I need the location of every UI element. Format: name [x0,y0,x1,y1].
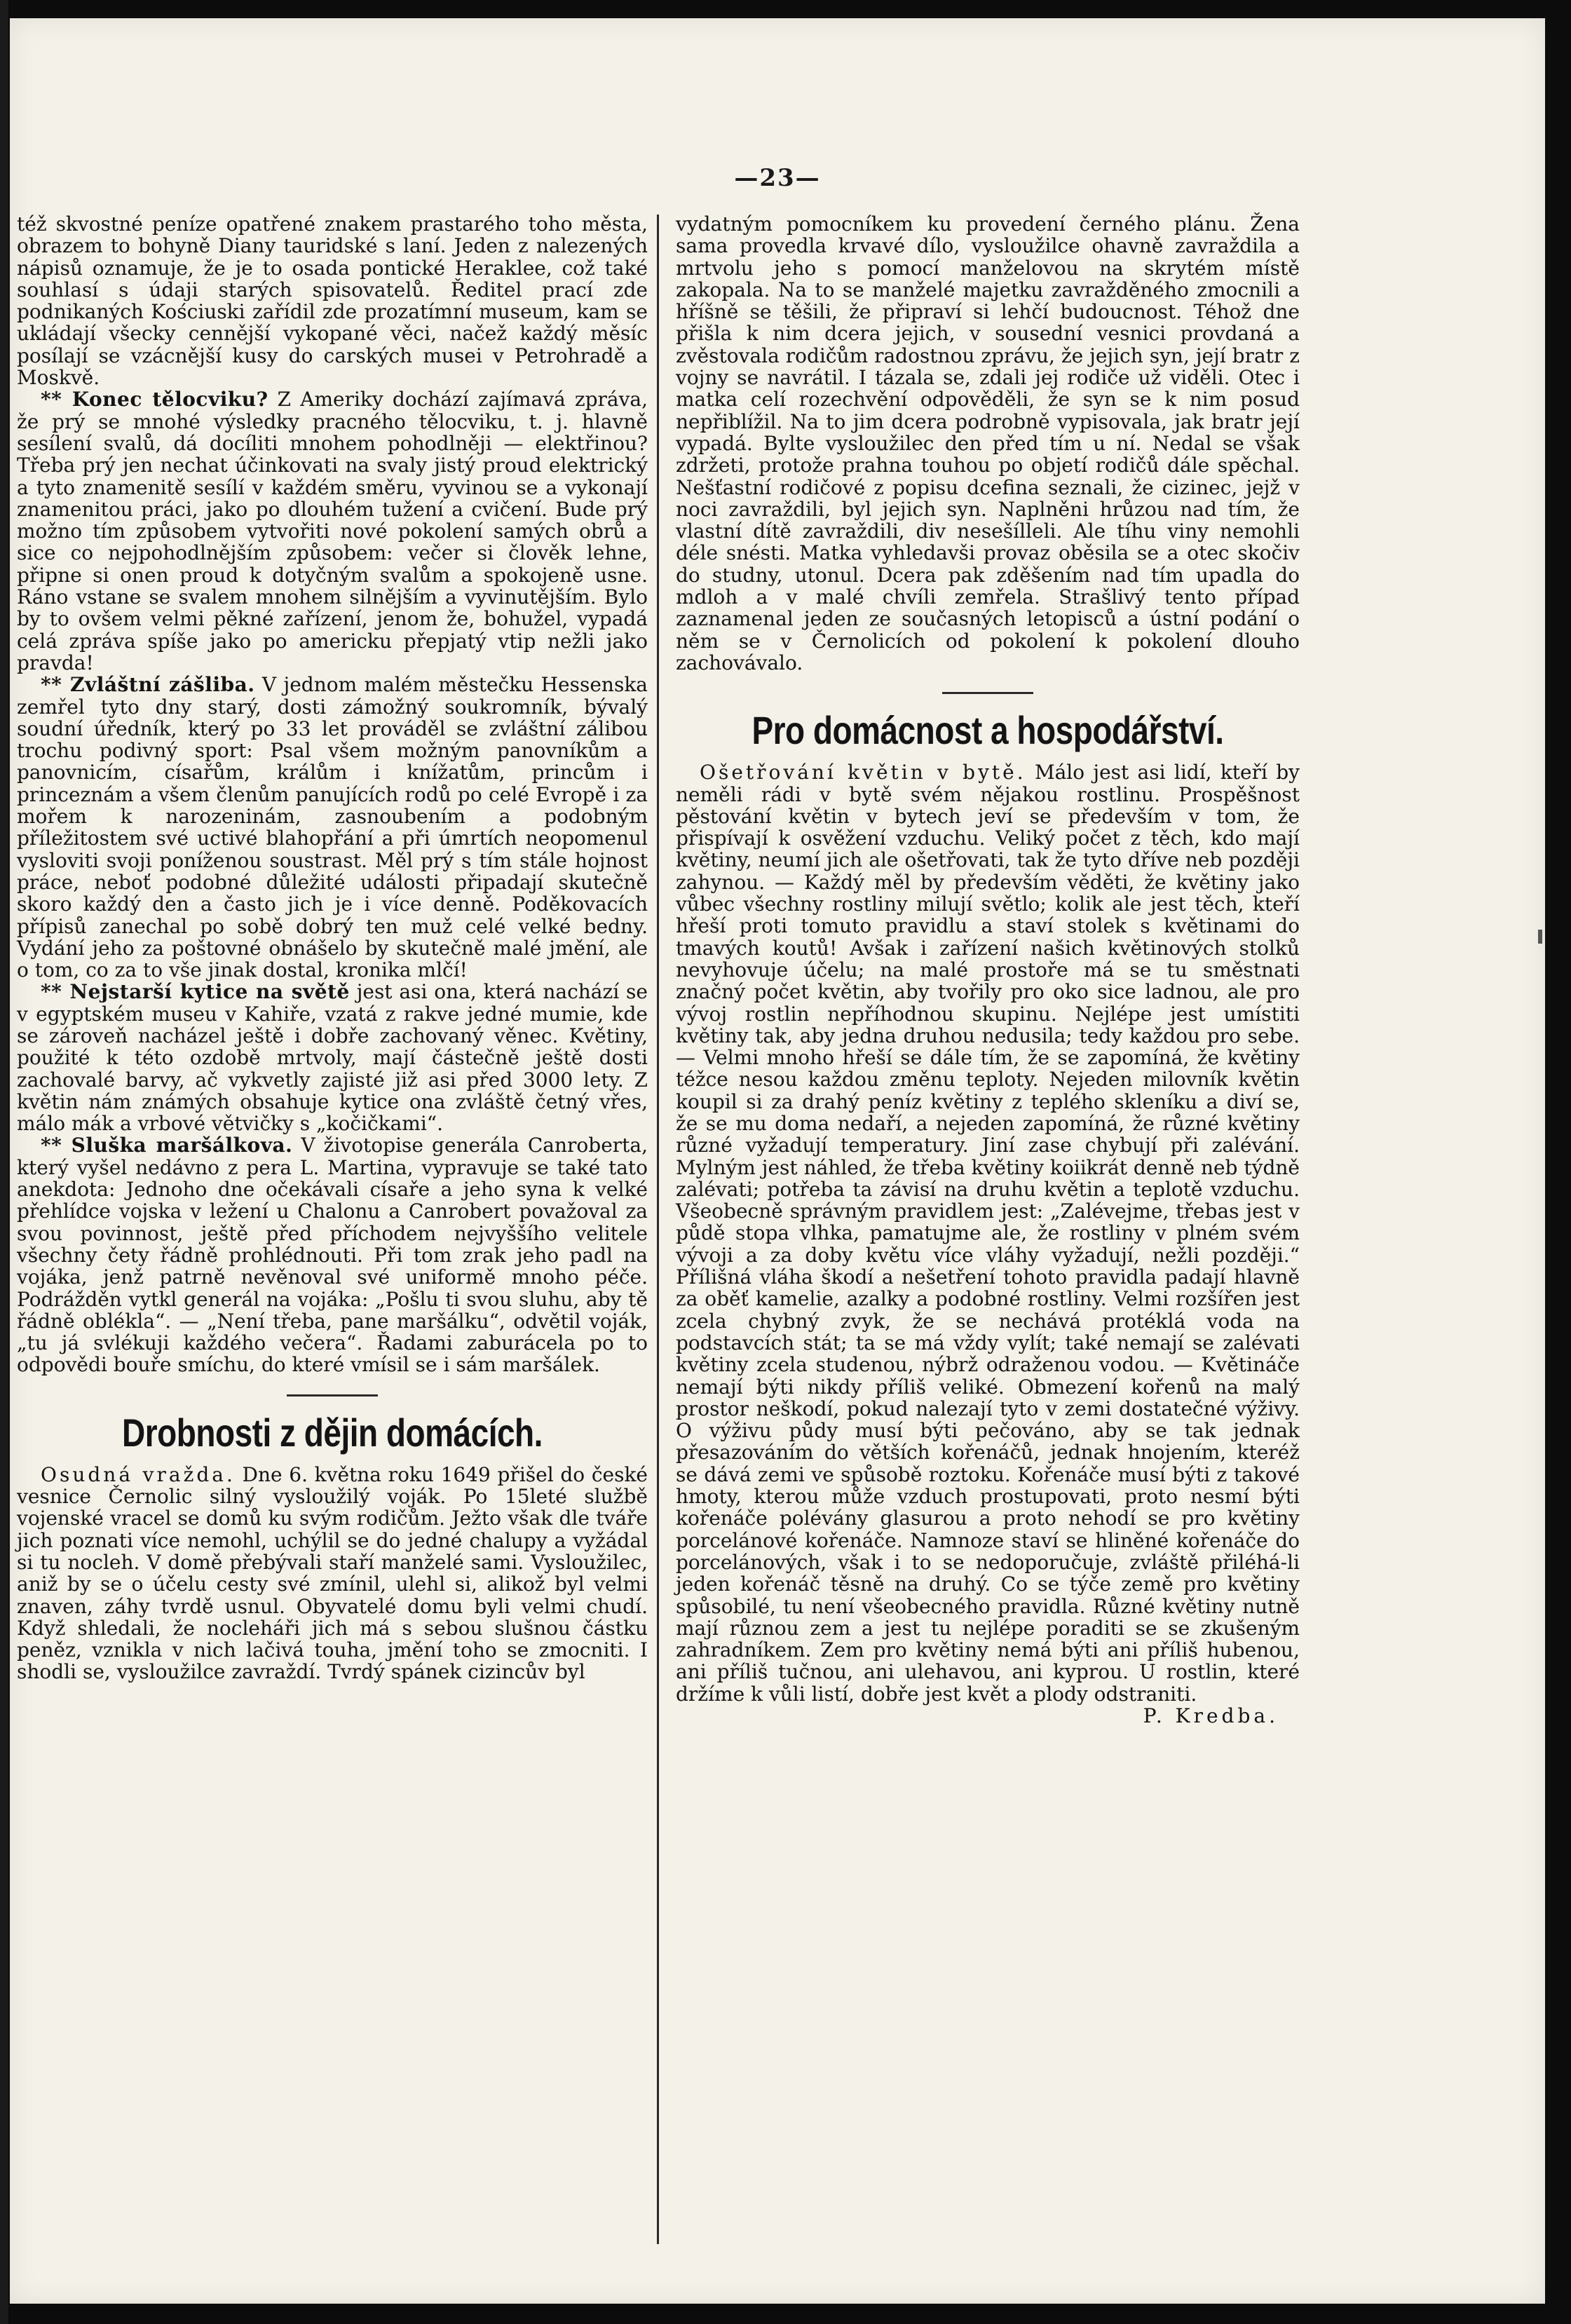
news-item-heading: ** Zvláštní zášliba. [41,673,255,697]
news-item-body: V jednom malém městečku Hessenska zemřel tyto dny starý, dosti zámožný soukromník, bývalý soudní úředník, který po 33 let prováděl se zvláštní zálibou trochu podivný sport: Psal všem možným panovníkům a panovnicím, císařům, králům i knížatům, princům i princeznám a všem členům panujících rodů po celé Evropě i za mořem k narozeninám, zasnoubením a podobným příležitostem své uctivé blahopřání a při úmrtích neopomenul vysloviti svoji poníženou soustrast. Měl prý s tím stále hojnost práce, neboť podobné důležité události připadají skutečně skoro každý den a často jich je i více denně. Poděkovacích přípisů zanechal po sobě dobrý ten muž celé velké bedny. Vydání jeho za poštovné obnášelo by skutečně malé jmění, ale o tom, co za to vše jinak dostal, kronika mlčí! [17,673,648,982]
story-lead: Osudná vražda. [41,1462,236,1486]
section-title-drobnosti: Drobnosti z dějin domácích. [122,1411,543,1455]
section-divider [287,1394,378,1397]
section-divider [942,692,1033,694]
news-item-tělocvik [17,388,648,674]
column-rule [657,215,659,2244]
story-continuation: vydatným pomocníkem ku provedení černého plánu. Žena sama provedla krvavé dílo, vysloužilce ohavně zavraždila a mrtvolu jeho s pomocí manželovou na skrytém místě zakopala. Na to se manželé majetku zavražděného zmocnili a hříšně se těšili, že připraví si lehčí budoucnost. Téhož dne přišla k nim dcera jejich, v sousední vesnici provdaná a zvěstovala rodičům radostnou zprávu, že jejich syn, její bratr z vojny se navrátil. I tázala se, zdali jej rodiče už viděli. Otec i matka celí rozechvění odpověděli, že syn se k nim posud nepřiblížil. Na to jim dcera podrobně vypisovala, jak bratr její vypadá. Bylte vysloužilec den před tím u ní. Nedal se však zdržeti, protože prahna touhou po objetí rodičů dále spěchal. Nešťastní rodičové z popisu dcefina seznali, že cizinec, jejž v noci zavraždili, byl jejich syn. Naplněni hrůzou nad tím, že vlastní dítě zavraždili, div nesešílleli. Ale tíhu viny nemohli déle snésti. Matka vyhledavši provaz oběsila se a otec skočiv do studny, utonul. Dcera pak zděšením nad tím upadla do mdloh a v malé chvíli zemřela. Strašlivý tento případ zaznamenal jeden ze současných letopisců a ústní podání o něm se v Černolicích od pokolení k pokolení dlouho zachovávalo. [676,212,1300,674]
scan-border [0,0,8,2324]
news-item-heading: ** Nejstarší kytice na světě [41,980,350,1004]
author-signature: P. Kredba. [1143,1704,1279,1727]
news-item-záliba [17,674,648,981]
news-item-heading: ** Sluška maršálkova. [41,1134,293,1157]
left-column [10,213,648,1683]
news-item-kytice [17,981,648,1134]
article-body: Málo jest asi lidí, kteří by neměli rádi v bytě svém nějakou rostlinu. Prospěšnost pěstování květin v bytech jeví se především v tom, že přispívají k osvěžení vzduchu. Veliký počet z těch, kdo mají květiny, neumí jich ale ošetřovati, tak že tyto dříve neb později zahynou. — Každý měl by především věděti, že květiny jako vůbec všechny rostliny milují světlo; kolik ale jest těch, kteří hřeší proti tomuto pravidlu a staví stolek s květinami do tmavých koutů! Avšak i zařízení našich květinových stolků nevyhovuje účelu; na malé prostoře má se tu směstnati značný počet květin, aby tvořily pro oko sice ladnou, ale pro vývoj rostlin nepříhodnou skupinu. Nejlépe jest umístiti květiny tak, aby jedna druhou nedusila; tedy každou pro sebe. — Velmi mnoho hřeší se dále tím, že se zapomíná, že květiny téžce nesou každou změnu teploty. Nejeden milovník květin koupil si za drahý peníz květiny z teplého skleníku a diví se, že se mu doma nedaří, a nejeden zapomíná, že různé květiny různé vyžadují temperatury. Jiní zase chybují při zalévání. Mylným jest náhled, že třeba květiny koiikrát denně neb týdně zalévati; potřeba ta závisí na druhu květin a teplotě vzduchu. Všeobecně správným pravidlem jest: „Zalévejme, třebas jest v půdě stopa vlhka, pamatujme ale, že rostliny v plném svém vývoji a za doby květu více vláhy vyžadují, nežli později.“ Přílišná vláha škodí a nešetření tohoto pravidla padají hlavně za oběť kamelie, azalky a podobné rostliny. Velmi rozšířen jest zcela chybný zvyk, že se nechává protéklá voda na podstavcích stát; ta se má vždy vylít; také nemají se zalévati květiny zcela studenou, nýbrž odraženou vodou. — Květináče nemají býti nikdy příliš veliké. Obmezení kořenů na malý prostor neškodí, pokud nalezají tyto v zemi dostatečné výživy. O výživu půdy musí býti pečováno, aby se tak jednak přesazováním do větších kořenáčů, jednak hnojením, kteréž se dává zemi ve spůsobě roztoku. Kořenáče musí býti z takové hmoty, kterou může vzduch prostupovati, proto nesmí býti kořenáče polévány glasurou a proto nehodí se pro květiny porcelánové kořenáče. Namnoze staví se hliněné kořenáče do porcelánových, však i to se nedoporučuje, zvláště přiléhá-li jeden kořenáč těsně na druhý. Co se týče země pro květiny spůsobilé, tu není všeobecného pravidla. Různé květiny nutně mají různou zem a jest tu nejlépe poraditi se se zkušeným zahradníkem. Zem pro květiny nemá býti ani příliš hubenou, ani příliš tučnou, ani ulehavou, ani kyprou. U rostlin, které držíme k vůli listí, dobře jest květ a plody odstraniti. [676,761,1300,1706]
article-paragraph [676,761,1300,1705]
scan-mark [1538,930,1542,944]
story-paragraph [17,1464,648,1683]
news-item-sluška [17,1134,648,1375]
intro-paragraph: též skvostné peníze opatřené znakem prastarého toho města, obrazem to bohyně Diany tauridské s laní. Jeden z nalezených nápisů oznamuje, že je to osada pontické Heraklee, což také souhlasí s údaji starých spisovatelů. Ředitel prací zde podnikaných Kościuski zařídil zde prozatímní museum, kam se ukládají všecky cennější vykopané věci, načež každý měsíc posílají se vzácnější kusy do carských musei v Petrohradě a Moskvě. [17,212,648,390]
article-lead: Ošetřování květin v bytě. [700,761,1026,784]
section-title-domácnost: Pro domácnost a hospodářství. [752,709,1224,753]
news-item-heading: ** Konec tělocviku? [41,388,268,412]
story-body: Dne 6. května roku 1649 přišel do české vesnice Černolic silný vysloužilý voják. Po 15leté službě vojenské vracel se domů ku svým rodičům. Ježto však dle tváře jich poznati více nemohl, uchýlil se do jedné chalupy a vyžádal si tu nocleh. V domě přebývali staří manželé sami. Vysloužilec, aniž by se o účelu cesty své zmínil, ulehl si, alikož byl velmi znaven, záhy tvrdě usnul. Obyvatelé domu byli velmi chudí. Když shledali, že nocleháři jich má s sebou slušnou částku peněz, vznikla v nich lačivá touha, jmění toho se zmocniti. I shodli se, vysloužilce zavraždí. Tvrdý spánek cizincův byl [17,1462,648,1684]
news-item-body: V životopise generála Canroberta, který vyšel nedávno z pera L. Martina, vypravuje se také tato anekdota: Jednoho dne očekávali císaře a jeho syna k velké přehlídce vojska v ležení u Chalonu a Canrobert považoval za svou povinnost, ještě před příchodem nejvyššího velitele všechny čety řádně prohlédnouti. Při tom zrak jeho padl na vojáka, jenž patrně nevěnoval své uniformě mnoho péče. Podrážděn vytkl generál na vojáka: „Pošlu ti svou sluhu, aby tě řádně oblékla“. — „Není třeba, pane maršálku“, odvětil voják, „tu já svlékuji každého večera“. Řadami zaburácela po to odpovědi bouře smíchu, do které vmísil se i sám maršálek. [17,1134,648,1377]
right-column [676,213,1300,1727]
newspaper-page [10,18,1545,2304]
page-number: —23— [734,164,821,192]
news-item-body: Z Ameriky dochází zajímavá zpráva, že prý se mnohé výsledky pracného tělocviku, t. j. hlavně sesílení svalů, dá docíliti mnohem pohodlněji — elektřinou? Třeba prý jen nechat účinkovati na svaly jistý proud elektrický a tyto znamenitě sesílí v každém směru, vyvinou se a vykonají znamenitou práci, jako po dlouhém tužení a cvičení. Bude prý možno tím způsobem vytvořiti nové pokolení samých obrů a sice co nejpohodlnějším způsobem: večer si člověk lehne, připne si onen proud k dotyčným svalům a spokojeně usne. Ráno vstane se svalem mnohem silnějším a vyvinutějším. Bylo by to ovšem velmi pěkné zařízení, jenom že, bohužel, vypadá celá zpráva spíše jako po americku přepjatý vtip nežli jako pravda! [17,388,648,674]
news-item-body: jest asi ona, která nachází se v egyptském museu v Kahiře, vzatá z rakve jedné mumie, kde se zároveň nacházel ještě i dobře zachovaný věnec. Květiny, použité k této ozdobě mrtvoly, mají částečně ještě dosti zachovalé barvy, ač vykvetly zajisté již asi před 3000 lety. Z květin nám známých obsahuje kytice ona zvláště četný vřes, málo mák a vrbové větvičky s „kočičkami“. [17,980,648,1136]
